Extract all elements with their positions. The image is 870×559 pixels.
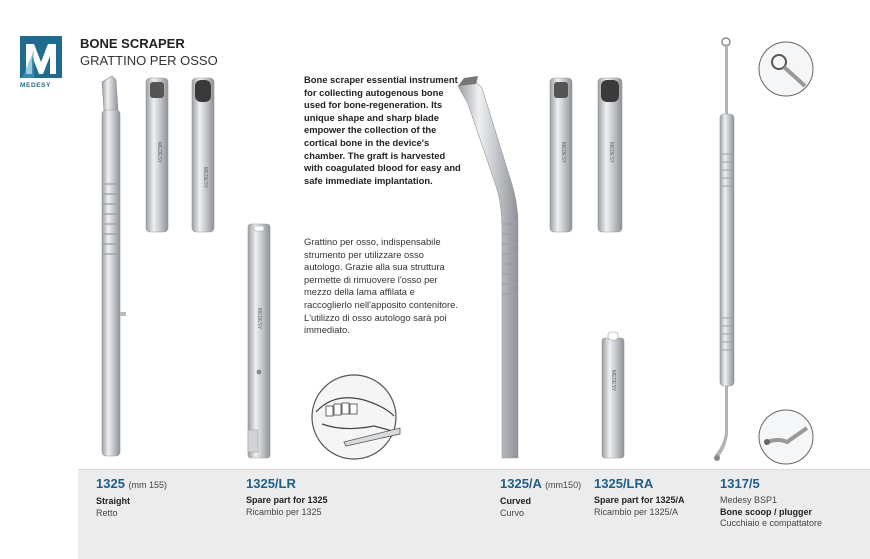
product-code: 1317/5 (720, 476, 760, 491)
product-name-it: Ricambio per 1325/A (594, 506, 679, 517)
svg-text:MEDESY: MEDESY (610, 370, 616, 392)
description-english: Bone scraper essential instrument for collecting autogenous bone used for bone-regeneration. Its unique shape and sharp blade empower the collection of the cortical bone in the device's chamber. The graft is harvested with coagulated blood for easy and safe immediate implantation. (304, 74, 461, 186)
bone-scoop-plugger-image (712, 34, 752, 466)
product-model: Medesy BSP1 (720, 495, 778, 505)
product-1325lra (594, 477, 685, 518)
spare-blade-1325lr-image (240, 218, 280, 463)
jaw-illustration-image (304, 372, 404, 462)
page-subtitle: GRATTINO PER OSSO (80, 53, 218, 68)
product-1325lr (246, 477, 328, 518)
medesy-logo (20, 36, 62, 86)
svg-text:MEDESY: MEDESY (256, 308, 262, 330)
product-name-it: Cucchiaio e compattatore (720, 518, 823, 528)
bone-scraper-curved-image (448, 74, 528, 464)
straight-blade-detail-image (140, 72, 220, 234)
product-1325 (96, 477, 167, 519)
bone-scraper-straight-image (88, 74, 138, 464)
spare-blade-1325lra-image (594, 330, 634, 462)
brand-name: MEDESY (20, 82, 52, 89)
product-code: 1325/A (500, 476, 542, 491)
product-code: 1325/LR (246, 476, 296, 491)
scoop-tip-zoom-top (757, 40, 815, 98)
description-italian: Grattino per osso, indispensabile strumento per utilizzare osso autologo. Grazie alla sua struttura permette di rimuovere l'osso per mezzo della lama affilata e raccoglierlo nell'apposito contenitore. L'utilizzo di osso autologo sarà poi immediato. (304, 236, 458, 336)
svg-text:MEDESY: MEDESY (202, 167, 208, 189)
curved-blade-detail-image (544, 72, 630, 234)
product-size: (mm 155) (128, 480, 168, 490)
product-name-it: Retto (96, 507, 118, 518)
product-size: (mm150) (545, 480, 582, 490)
product-name-en: Spare part for 1325 (246, 495, 328, 505)
product-name-en: Bone scoop / plugger (720, 506, 813, 517)
product-code: 1325/LRA (594, 476, 654, 491)
svg-text:MEDESY: MEDESY (608, 142, 614, 164)
product-1325a (500, 477, 581, 519)
product-name-en: Curved (500, 496, 532, 506)
product-1317-5 (720, 477, 822, 530)
svg-text:MEDESY: MEDESY (560, 142, 566, 164)
product-name-en: Spare part for 1325/A (594, 495, 685, 505)
product-name-it: Curvo (500, 507, 525, 518)
product-code: 1325 (96, 476, 125, 491)
product-name-en: Straight (96, 496, 131, 506)
plugger-tip-zoom-bottom (757, 408, 815, 466)
product-name-it: Ricambio per 1325 (246, 506, 322, 517)
page-title: BONE SCRAPER (80, 36, 185, 51)
svg-text:MEDESY: MEDESY (156, 142, 162, 164)
